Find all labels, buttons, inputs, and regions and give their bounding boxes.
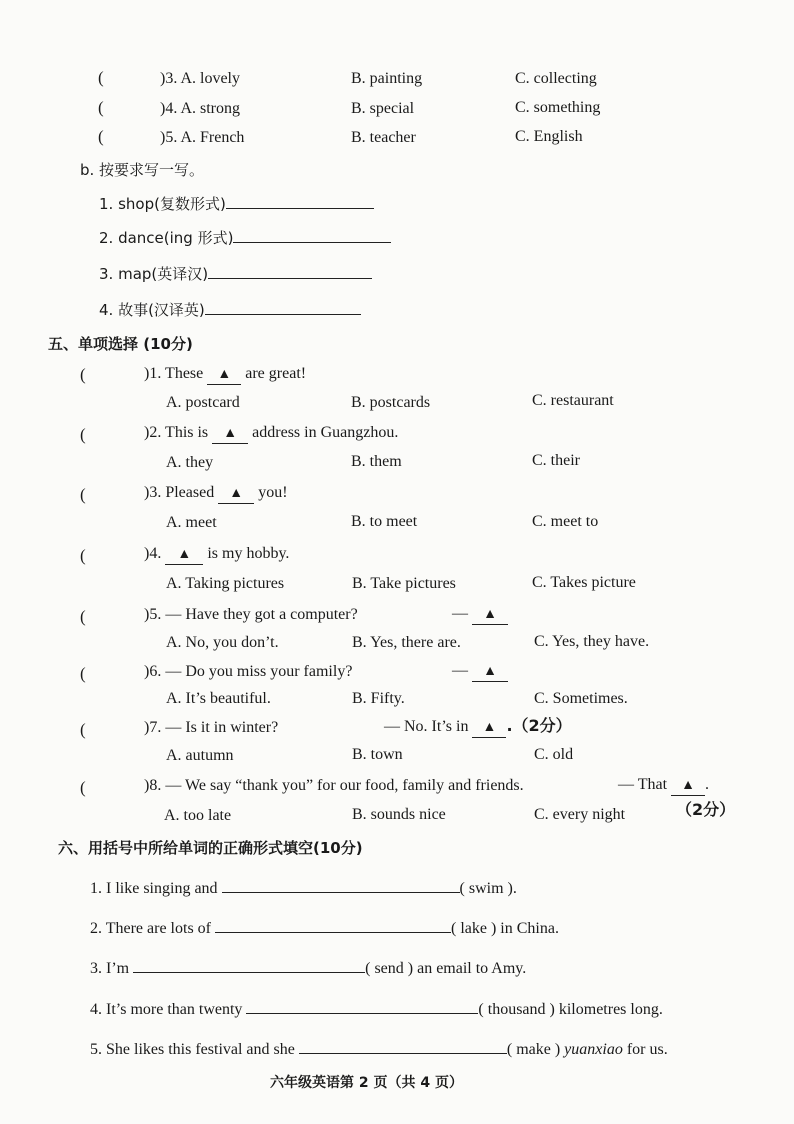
option-c: C. Yes, they have. bbox=[534, 633, 650, 650]
answer-blank[interactable] bbox=[208, 262, 372, 279]
question-stem: )8. — We say “thank you” for our food, family and friends. bbox=[144, 777, 524, 794]
option-c: C. English bbox=[515, 128, 583, 145]
option-b: B. teacher bbox=[351, 129, 416, 146]
option-c: C. old bbox=[534, 746, 574, 763]
answer-blank[interactable] bbox=[226, 192, 374, 209]
answer-paren[interactable]: ( bbox=[80, 365, 86, 384]
question-stem: )5. — Have they got a computer? bbox=[144, 606, 358, 623]
answer-paren[interactable]: ( bbox=[80, 778, 86, 797]
option-c: C. meet to bbox=[532, 513, 599, 530]
triangle-icon: ▲ bbox=[482, 720, 497, 735]
option-c: C. Sometimes. bbox=[534, 690, 628, 707]
answer-paren[interactable]: ( bbox=[80, 664, 86, 683]
response-line: — ▲ bbox=[452, 604, 508, 625]
question-stem: )1. These ▲ are great! bbox=[144, 364, 306, 385]
option-b: B. Yes, there are. bbox=[352, 634, 461, 651]
answer-blank[interactable] bbox=[222, 876, 460, 893]
option-b: B. to meet bbox=[351, 513, 418, 530]
fill-item: 2. There are lots of ( lake ) in China. bbox=[90, 916, 559, 939]
answer-blank[interactable] bbox=[165, 546, 203, 565]
part-b-item: 1. shop(复数形式) bbox=[99, 192, 374, 214]
triangle-icon: ▲ bbox=[483, 664, 497, 679]
fill-item: 4. It’s more than twenty ( thousand ) kilometres long. bbox=[90, 997, 663, 1020]
answer-paren[interactable]: ( bbox=[80, 607, 86, 626]
response-line: — ▲ bbox=[452, 661, 508, 682]
answer-blank[interactable] bbox=[299, 1037, 507, 1054]
fill-item: 5. She likes this festival and she ( make ) yuanxiao for us. bbox=[90, 1037, 668, 1060]
question-stem: )4. A. strong bbox=[160, 100, 240, 117]
triangle-icon: ▲ bbox=[217, 367, 232, 382]
question-stem: )6. — Do you miss your family? bbox=[144, 663, 353, 680]
answer-paren[interactable]: ( bbox=[98, 127, 104, 146]
question-stem: )7. — Is it in winter? bbox=[144, 719, 279, 736]
triangle-icon: ▲ bbox=[177, 547, 192, 562]
answer-paren[interactable]: ( bbox=[80, 425, 86, 444]
option-c: C. collecting bbox=[515, 70, 597, 87]
part-b-item: 3. map(英译汉) bbox=[99, 262, 372, 284]
page-footer: 六年级英语第 2 页（共 4 页） bbox=[270, 1075, 463, 1091]
fill-item: 1. I like singing and ( swim ). bbox=[90, 876, 517, 899]
fill-item: 3. I’m ( send ) an email to Amy. bbox=[90, 956, 526, 979]
option-b: B. special bbox=[351, 100, 415, 117]
answer-blank[interactable] bbox=[233, 226, 391, 243]
answer-blank[interactable] bbox=[212, 425, 248, 444]
option-b: B. postcards bbox=[351, 394, 431, 411]
answer-blank[interactable] bbox=[472, 719, 506, 738]
triangle-icon: ▲ bbox=[229, 486, 244, 501]
option-a: A. too late bbox=[164, 807, 232, 824]
option-b: B. Take pictures bbox=[352, 575, 456, 592]
question-stem: )3. Pleased ▲ you! bbox=[144, 483, 288, 504]
option-b: B. painting bbox=[351, 70, 423, 87]
section-six-title: 六、用括号中所给单词的正确形式填空(10分) bbox=[58, 839, 363, 857]
part-b-item: 2. dance(ing 形式) bbox=[99, 226, 391, 248]
part-b-item: 4. 故事(汉译英) bbox=[99, 298, 361, 320]
question-stem: )4. ▲ is my hobby. bbox=[144, 544, 289, 565]
option-c: C. every night bbox=[534, 806, 626, 823]
answer-blank[interactable] bbox=[215, 916, 451, 933]
answer-paren[interactable]: ( bbox=[98, 68, 104, 87]
answer-blank[interactable] bbox=[207, 366, 241, 385]
option-c: C. restaurant bbox=[532, 392, 614, 409]
answer-paren[interactable]: ( bbox=[80, 720, 86, 739]
option-a: A. No, you don’t. bbox=[166, 634, 279, 651]
answer-blank[interactable] bbox=[671, 777, 705, 796]
question-stem: )2. This is ▲ address in Guangzhou. bbox=[144, 423, 398, 444]
triangle-icon: ▲ bbox=[681, 778, 695, 793]
option-a: A. postcard bbox=[166, 394, 240, 411]
option-c: C. something bbox=[515, 99, 601, 116]
points-label: （2分） bbox=[676, 800, 736, 819]
answer-blank[interactable] bbox=[205, 298, 361, 315]
triangle-icon: ▲ bbox=[483, 607, 497, 622]
answer-blank[interactable] bbox=[472, 663, 508, 682]
answer-blank[interactable] bbox=[246, 997, 478, 1014]
option-b: B. them bbox=[351, 453, 402, 470]
option-c: C. Takes picture bbox=[532, 574, 636, 591]
answer-paren[interactable]: ( bbox=[80, 485, 86, 504]
option-c: C. their bbox=[532, 452, 580, 469]
triangle-icon: ▲ bbox=[223, 426, 238, 441]
option-b: B. town bbox=[352, 746, 403, 763]
part-b-title: b. 按要求写一写。 bbox=[80, 161, 205, 179]
answer-paren[interactable]: ( bbox=[80, 546, 86, 565]
answer-blank[interactable] bbox=[472, 606, 508, 625]
response-line: — No. It’s in ▲ .（2分） bbox=[384, 716, 572, 738]
response-line: — That ▲ . bbox=[618, 775, 709, 796]
question-stem: )5. A. French bbox=[160, 129, 245, 146]
option-a: A. Taking pictures bbox=[166, 575, 285, 592]
option-b: B. sounds nice bbox=[352, 806, 446, 823]
points-label: .（2分） bbox=[506, 716, 572, 735]
answer-blank[interactable] bbox=[218, 485, 254, 504]
option-a: A. autumn bbox=[166, 747, 234, 764]
question-stem: )3. A. lovely bbox=[160, 70, 240, 87]
option-b: B. Fifty. bbox=[352, 690, 405, 707]
section-five-title: 五、单项选择 (10分) bbox=[48, 335, 193, 353]
answer-paren[interactable]: ( bbox=[98, 98, 104, 117]
option-a: A. they bbox=[166, 454, 214, 471]
answer-blank[interactable] bbox=[133, 956, 365, 973]
option-a: A. It’s beautiful. bbox=[166, 690, 271, 707]
option-a: A. meet bbox=[166, 514, 217, 531]
